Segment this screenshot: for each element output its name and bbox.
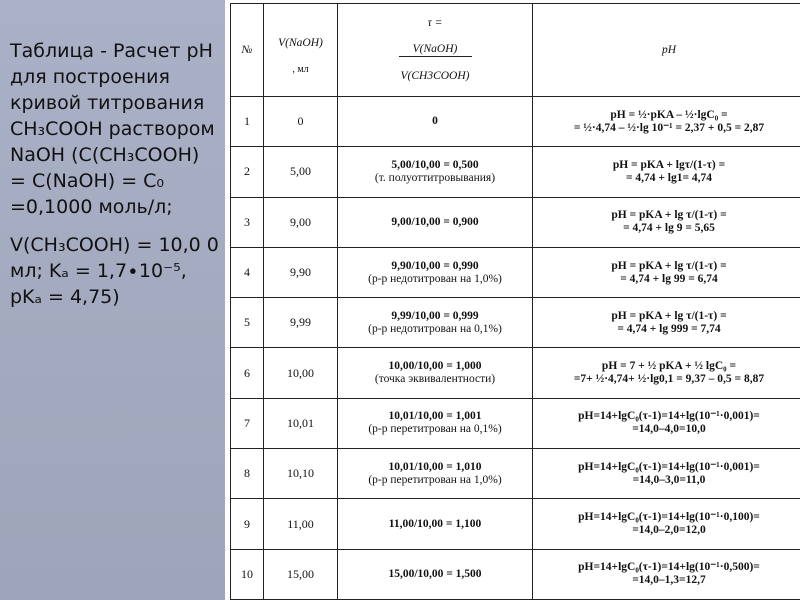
header-ph: pH bbox=[533, 4, 800, 97]
cell-ph-calculation bbox=[533, 398, 800, 448]
tau-value: 10,01/10,00 = 1,010 bbox=[388, 460, 482, 473]
ph-formula-line-1: pH = pKA + lg τ/(1-τ) = bbox=[611, 259, 727, 272]
tau-value: 5,00/10,00 = 0,500 bbox=[391, 158, 479, 171]
cell-ph-calculation bbox=[533, 499, 800, 549]
ph-formula-line-2: =7+ ½·4,74+ ½·lg0,1 = 9,37 – 0,5 = 8,87 bbox=[573, 373, 765, 386]
table-header-row bbox=[231, 4, 800, 97]
ph-formula-line-1: pH = pKA + lgτ/(1-τ) = bbox=[612, 158, 726, 171]
ph-formula-line-2: = 4,74 + lg 99 = 6,74 bbox=[620, 272, 718, 285]
tau-value: 0 bbox=[432, 115, 438, 128]
cell-ph-calculation bbox=[533, 197, 800, 247]
header-number: № bbox=[231, 4, 264, 97]
ph-formula-line-2: =14,0–4,0=10,0 bbox=[632, 423, 706, 436]
cell-naoh-volume: 9,90 bbox=[264, 247, 338, 297]
tau-value: 11,00/10,00 = 1,100 bbox=[388, 517, 482, 530]
tau-value: 9,99/10,00 = 0,999 bbox=[391, 309, 479, 322]
cell-naoh-volume: 9,99 bbox=[264, 298, 338, 348]
header-volume-unit: , мл bbox=[292, 64, 309, 75]
ph-formula-line-2: = 4,74 + lg 9 = 5,65 bbox=[623, 222, 715, 235]
cell-naoh-volume: 0 bbox=[264, 97, 338, 147]
cell-naoh-volume: 5,00 bbox=[264, 147, 338, 197]
ph-formula-line-2: = 4,74 + lg 999 = 7,74 bbox=[617, 322, 721, 335]
cell-naoh-volume: 9,00 bbox=[264, 197, 338, 247]
cell-tau bbox=[338, 499, 533, 549]
cell-row-number: 5 bbox=[231, 298, 264, 348]
cell-tau bbox=[338, 348, 533, 398]
ph-formula-line-2: =14,0–3,0=11,0 bbox=[632, 473, 706, 486]
header-tau-numerator: V(NaOH) bbox=[399, 43, 472, 57]
caption-paragraph-2: V(CH₃COOH) = 10,0 0 мл; Kₐ = 1,7∙10⁻⁵, pKₐ = 4,75) bbox=[10, 234, 219, 308]
table-row bbox=[231, 398, 800, 448]
cell-row-number: 10 bbox=[231, 549, 264, 599]
ph-formula-line-2: =14,0–2,0=12,0 bbox=[632, 524, 706, 537]
cell-row-number: 6 bbox=[231, 348, 264, 398]
ph-formula-line-1: pH = ½·pKA – ½·lgC₀ = bbox=[610, 108, 728, 121]
cell-row-number: 4 bbox=[231, 247, 264, 297]
cell-naoh-volume: 15,00 bbox=[264, 549, 338, 599]
header-volume-top: V(NaOH) bbox=[278, 37, 323, 49]
cell-ph-calculation bbox=[533, 348, 800, 398]
table-row bbox=[231, 247, 800, 297]
tau-value: 9,90/10,00 = 0,990 bbox=[391, 259, 479, 272]
header-tau-lhs: τ = bbox=[427, 17, 443, 29]
cell-tau bbox=[338, 147, 533, 197]
ph-formula-line-1: pH = pKA + lg τ/(1-τ) = bbox=[611, 209, 727, 222]
table-body bbox=[231, 97, 800, 600]
table-row bbox=[231, 348, 800, 398]
tau-note: (р-р перетитрован на 1,0%) bbox=[368, 473, 502, 486]
tau-note: (р-р перетитрован на 0,1%) bbox=[368, 423, 502, 436]
table-row bbox=[231, 298, 800, 348]
cell-tau bbox=[338, 549, 533, 599]
table-row bbox=[231, 449, 800, 499]
cell-ph-calculation bbox=[533, 549, 800, 599]
cell-tau bbox=[338, 247, 533, 297]
cell-tau bbox=[338, 449, 533, 499]
header-tau bbox=[338, 4, 533, 97]
cell-row-number: 1 bbox=[231, 97, 264, 147]
cell-naoh-volume: 10,10 bbox=[264, 449, 338, 499]
ph-formula-line-1: pH=14+lgC₀(τ-1)=14+lg(10⁻¹·0,001)= bbox=[578, 410, 760, 423]
cell-tau bbox=[338, 398, 533, 448]
tau-value: 9,00/10,00 = 0,900 bbox=[391, 215, 479, 228]
cell-tau bbox=[338, 298, 533, 348]
cell-tau bbox=[338, 197, 533, 247]
table-row bbox=[231, 197, 800, 247]
ph-formula-line-1: pH = pKA + lg τ/(1-τ) = bbox=[611, 309, 727, 322]
table-row bbox=[231, 549, 800, 599]
cell-ph-calculation bbox=[533, 97, 800, 147]
ph-formula-line-2: = 4,74 + lg1= 4,74 bbox=[625, 171, 713, 184]
cell-ph-calculation bbox=[533, 449, 800, 499]
cell-ph-calculation bbox=[533, 147, 800, 197]
table-row bbox=[231, 147, 800, 197]
tau-note: (р-р недотитрован на 1,0%) bbox=[368, 272, 502, 285]
cell-row-number: 9 bbox=[231, 499, 264, 549]
header-tau-fraction bbox=[399, 30, 472, 96]
tau-value: 10,00/10,00 = 1,000 bbox=[388, 360, 482, 373]
ph-formula-line-2: = ½·4,74 – ½·lg 10⁻¹ = 2,37 + 0,5 = 2,87 bbox=[573, 121, 765, 134]
caption-panel bbox=[0, 0, 225, 600]
tau-value: 10,01/10,00 = 1,001 bbox=[388, 410, 482, 423]
tau-note: (точка эквивалентности) bbox=[374, 373, 496, 386]
cell-row-number: 7 bbox=[231, 398, 264, 448]
cell-ph-calculation bbox=[533, 247, 800, 297]
cell-naoh-volume: 11,00 bbox=[264, 499, 338, 549]
cell-ph-calculation bbox=[533, 298, 800, 348]
ph-formula-line-1: pH=14+lgC₀(τ-1)=14+lg(10⁻¹·0,500)= bbox=[578, 561, 760, 574]
header-volume bbox=[264, 4, 338, 97]
caption-paragraph-1: Таблица - Расчет рН для построения кривой титрования CH₃COOH раствором NaOH (C(CH₃COOH) = C(NaOH) = C₀ =0,1000 моль/л; bbox=[10, 40, 215, 218]
ph-formula-line-1: pH=14+lgC₀(τ-1)=14+lg(10⁻¹·0,001)= bbox=[578, 460, 760, 473]
cell-naoh-volume: 10,00 bbox=[264, 348, 338, 398]
titration-table-wrapper bbox=[230, 3, 800, 600]
cell-tau bbox=[338, 97, 533, 147]
table-row bbox=[231, 97, 800, 147]
cell-row-number: 2 bbox=[231, 147, 264, 197]
cell-row-number: 3 bbox=[231, 197, 264, 247]
ph-formula-line-1: pH=14+lgC₀(τ-1)=14+lg(10⁻¹·0,100)= bbox=[578, 511, 760, 524]
ph-formula-line-1: pH = 7 + ½ pKA + ½ lgC₀ = bbox=[601, 360, 737, 373]
titration-table bbox=[230, 3, 800, 600]
header-tau-denominator: V(CH3COOH) bbox=[400, 70, 470, 82]
ph-formula-line-2: =14,0–1,3=12,7 bbox=[632, 574, 706, 587]
cell-row-number: 8 bbox=[231, 449, 264, 499]
table-row bbox=[231, 499, 800, 549]
tau-value: 15,00/10,00 = 1,500 bbox=[388, 567, 482, 580]
cell-naoh-volume: 10,01 bbox=[264, 398, 338, 448]
tau-note: (р-р недотитрован на 0,1%) bbox=[368, 322, 502, 335]
tau-note: (т. полуоттитровывания) bbox=[374, 171, 496, 184]
